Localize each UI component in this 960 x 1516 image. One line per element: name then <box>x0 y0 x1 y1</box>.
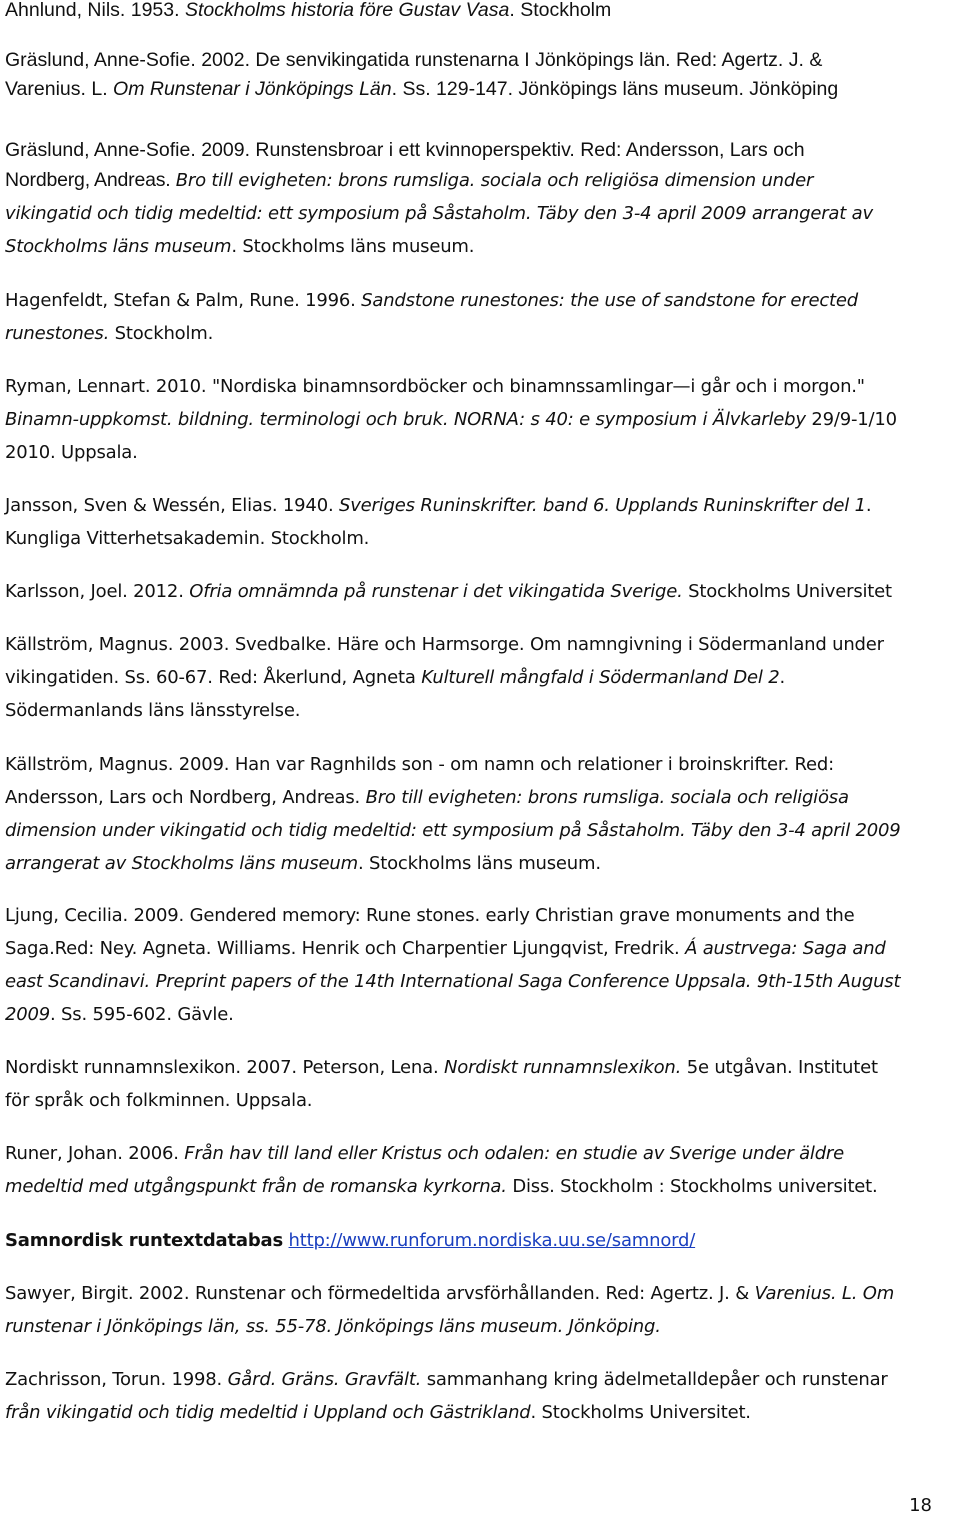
reference-ljung: Ljung, Cecilia. 2009. Gendered memory: Rune stones. early Christian grave monuments and the Saga.Red: Ney. Agneta. Williams. Henrik och Charpentier Ljungqvist, Fredrik. Á austrvega: Saga and east Scandinavi. Preprint papers of the 14th International Saga Conference Uppsala. 9th-15th August 2009. Ss. 595-602. Gävle. <box>5 905 901 1025</box>
reference-nordiskt-runnamnslexikon: Nordiskt runnamnslexikon. 2007. Peterson, Lena. Nordiskt runnamnslexikon. 5e utgåvan. Institutet för språk och folkminnen. Uppsala. <box>5 1057 878 1111</box>
reference-graslund-2002: Gräslund, Anne-Sofie. 2002. De senvikingatida runstenarna I Jönköpings län. Red: Agertz. J. & Varenius. L. Om Runstenar i Jönköpings Län. Ss. 129-147. Jönköpings läns museum. Jönköping <box>5 49 839 100</box>
page-number: 18 <box>909 1495 932 1516</box>
samnordisk-link[interactable]: http://www.runforum.nordiska.uu.se/samnord/ <box>288 1230 696 1251</box>
reference-kallstrom-2003: Källström, Magnus. 2003. Svedbalke. Häre och Harmsorge. Om namngivning i Södermanland under vikingatiden. Ss. 60-67. Red: Åkerlund, Agneta Kulturell mångfald i Södermanland Del 2. Södermanlands läns länsstyrelse. <box>5 634 884 721</box>
samnordisk-label: Samnordisk runtextdatabas <box>5 1230 283 1251</box>
reference-ryman: Ryman, Lennart. 2010. "Nordiska binamnsordböcker och binamnssamlingar—i går och i morgon." Binamn-uppkomst. bildning. terminologi och bruk. NORNA: s 40: e symposium i Älvkarleby 29/9-1/10 2010. Uppsala. <box>5 376 897 463</box>
reference-graslund-2009-cont: Nordberg, Andreas. Bro till evigheten: brons rumsliga. sociala och religiösa dimension under vikingatid och tidig medeltid: ett symposium på Såstaholm. Täby den 3-4 april 2009 arrangerat av Stockholms läns museum. Stockholms läns museum. <box>5 169 873 257</box>
reference-runer: Runer, Johan. 2006. Från hav till land eller Kristus och odalen: en studie av Sverige under äldre medeltid med utgångspunkt från de romanska kyrkorna. Diss. Stockholm : Stockholms universitet. <box>5 1143 878 1197</box>
reference-sawyer: Sawyer, Birgit. 2002. Runstenar och förmedeltida arvsförhållanden. Red: Agertz. J. & Varenius. L. Om runstenar i Jönköpings län, ss. 55-78. Jönköpings läns museum. Jönköping. <box>5 1283 895 1337</box>
reference-jansson: Jansson, Sven & Wessén, Elias. 1940. Sveriges Runinskrifter. band 6. Upplands Runinskrifter del 1. Kungliga Vitterhetsakademin. Stockholm. <box>5 495 872 549</box>
reference-samnordisk <box>5 1224 955 1257</box>
reference-karlsson: Karlsson, Joel. 2012. Ofria omnämnda på runstenar i det vikingatida Sverige. Stockholms Universitet <box>5 581 892 602</box>
reference-ahnlund: Ahnlund, Nils. 1953. Stockholms historia före Gustav Vasa. Stockholm <box>5 0 612 21</box>
reference-kallstrom-2009: Källström, Magnus. 2009. Han var Ragnhilds son - om namn och relationer i broinskrifter. Red: Andersson, Lars och Nordberg, Andreas. Bro till evigheten: brons rumsliga. sociala och religiösa dimension under vikingatid och tidig medeltid: ett symposium på Såstaholm. Täby den 3-4 april 2009 arrangerat av Stockholms läns museum. Stockholms läns museum. <box>5 754 901 874</box>
reference-graslund-2009: Gräslund, Anne-Sofie. 2009. Runstensbroar i ett kvinnoperspektiv. Red: Andersson, Lars och <box>5 139 805 161</box>
reference-hagenfeldt: Hagenfeldt, Stefan & Palm, Rune. 1996. Sandstone runestones: the use of sandstone for erected runestones. Stockholm. <box>5 290 858 344</box>
reference-zachrisson: Zachrisson, Torun. 1998. Gård. Gräns. Gravfält. sammanhang kring ädelmetalldepåer och runstenar från vikingatid och tidig medeltid i Uppland och Gästrikland. Stockholms Universitet. <box>5 1369 888 1423</box>
